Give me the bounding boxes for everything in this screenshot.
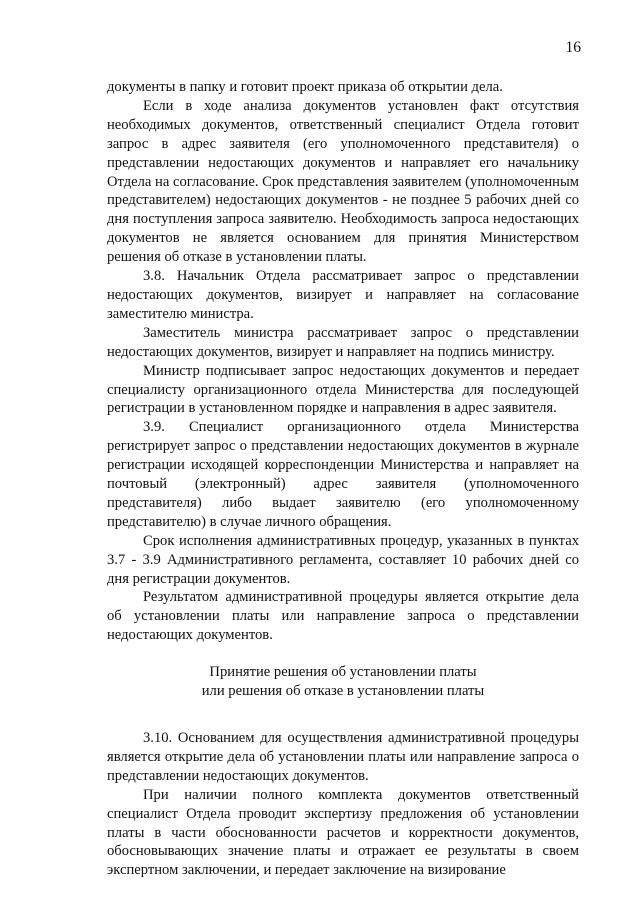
section-heading-line: или решения об отказе в установлении платы — [201, 683, 485, 700]
paragraph: 3.9. Специалист организационного отдела Министерства регистрирует запрос о представлении недостающих документов в журнале регистрации исходящей корреспонденции Министерства и направляет на почтовый (электронный) адрес заявителя (уполномоченного представителя) либо выдает заявителю (его уполномоченному представителю) в случае личного обращения. — [107, 419, 579, 530]
paragraph: Заместитель министра рассматривает запрос о представлении недостающих документов, визирует и направляет на подпись министру. — [107, 324, 579, 360]
page-number: 16 — [565, 39, 581, 56]
paragraph: Если в ходе анализа документов установлен факт отсутствия необходимых документов, ответственный специалист Отдела готовит запрос в адрес заявителя (его уполномоченного представителя) о представлении недостающих документов и направляет его начальнику Отдела на согласование. Срок представления заявителем (уполномоченным представителем) недостающих документов - не позднее 5 рабочих дней со дня поступления запроса заявителю. Необходимость запроса недостающих документов не является основанием для принятия Министерством решения об отказе в установлении платы. — [107, 97, 579, 266]
section-heading-line: Принятие решения об установлении платы — [209, 664, 477, 681]
paragraph: 3.8. Начальник Отдела рассматривает запрос о представлении недостающих документов, визирует и направляет на согласование заместителю министра. — [107, 268, 579, 322]
paragraph: документы в папку и готовит проект приказа об открытии дела. — [107, 79, 503, 95]
section-heading — [107, 663, 579, 701]
paragraph: 3.10. Основанием для осуществления административной процедуры является открытие дела об установлении платы или направление запроса о представлении недостающих документов. — [107, 730, 579, 784]
paragraph: Срок исполнения административных процедур, указанных в пунктах 3.7 - 3.9 Административного регламента, составляет 10 рабочих дней со дня регистрации документов. — [107, 532, 579, 587]
paragraph: При наличии полного комплекта документов ответственный специалист Отдела проводит экспертизу предложения об установлении платы в части обоснованности расчетов и корректности документов, обосновывающих значение платы и отражает ее результаты в своем экспертном заключении, и передает заключение на визирование — [107, 786, 579, 879]
paragraph: Результатом административной процедуры является открытие дела об установлении платы или направление запроса о представлении недостающих документов. — [107, 589, 579, 644]
document-body — [107, 78, 579, 880]
paragraph: Министр подписывает запрос недостающих документов и передает специалисту организационного отдела Министерства для последующей регистрации в установленном порядке и направления в адрес заявителя. — [107, 362, 579, 417]
